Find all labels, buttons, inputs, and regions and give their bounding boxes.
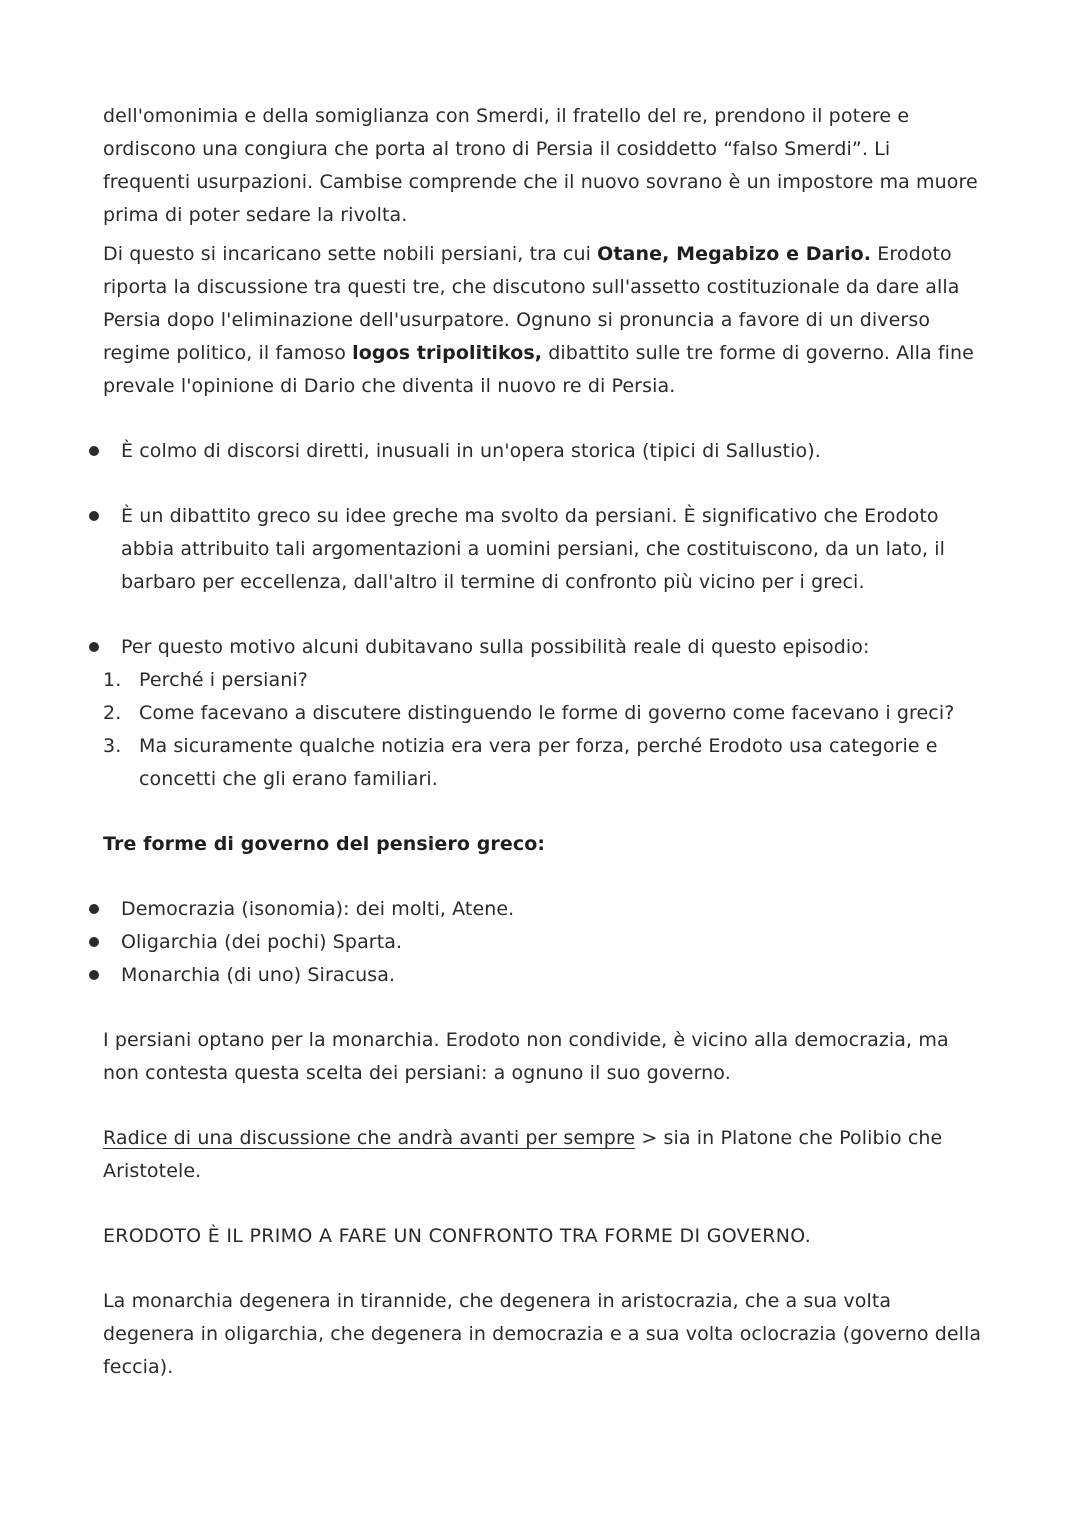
intro-paragraph-2-end: dibattito sulle tre forme di governo. Alla fine prevale l'opinione di Dario che diventa il nuovo re di Persia.	[103, 342, 974, 397]
caps-statement: ERODOTO È IL PRIMO A FARE UN CONFRONTO TRA FORME DI GOVERNO.	[103, 1225, 812, 1247]
item-text: Perché i persiani?	[139, 669, 308, 691]
item-text: Come facevano a discutere distinguendo le forme di governo come facevano i greci?	[139, 702, 955, 724]
intro-paragraph-2-middle: Erodoto riporta la discussione tra questi tre, che discutono sull'assetto costituzionale da dare alla Persia dopo l'eliminazione dell'usurpatore. Ognuno si pronuncia a favore di un diverso regime politico, il famoso	[103, 243, 960, 364]
bullet-text: È colmo di discorsi diretti, inusuali in un'opera storica (tipici di Sallustio).	[121, 440, 821, 462]
item-number: 1.	[103, 669, 122, 691]
item-number: 3.	[103, 735, 122, 757]
radice-rest: > sia in Platone che Polibio che Aristotele.	[103, 1127, 943, 1182]
item-number: 2.	[103, 702, 122, 724]
government-form-item	[103, 893, 983, 926]
intro-paragraph-2-start: Di questo si incaricano sette nobili persiani, tra cui	[103, 243, 598, 265]
numbered-item	[103, 664, 983, 697]
underlined-phrase: Radice di una discussione che andrà avanti per sempre	[103, 1127, 636, 1149]
section-heading: Tre forme di governo del pensiero greco:	[103, 833, 546, 855]
logos-tripolitikos: logos tripolitikos,	[352, 342, 543, 364]
bullet-text: È un dibattito greco su idee greche ma svolto da persiani. È significativo che Erodoto abbia attribuito tali argomentazioni a uomini persiani, che costituiscono, da un lato, il barbaro per eccellenza, dall'altro il termine di confronto più vicino per i greci.	[121, 505, 945, 593]
numbered-list	[103, 664, 983, 796]
government-form-item	[103, 959, 983, 992]
intro-paragraph-1: dell'omonimia e della somiglianza con Smerdi, il fratello del re, prendono il potere e ordiscono una congiura che porta al trono di Persia il cosiddetto “falso Smerdi”. Li frequenti usurpazioni. Cambise comprende che il nuovo sovrano è un impostore ma muore prima di poter sedare la rivolta.	[103, 105, 978, 226]
bullet-item	[103, 631, 983, 664]
bullet-item	[103, 435, 983, 468]
numbered-item	[103, 697, 983, 730]
intro-paragraph-2	[103, 238, 983, 403]
bullet-item	[103, 500, 983, 599]
radice-paragraph	[103, 1122, 983, 1188]
government-form-text: Oligarchia (dei pochi) Sparta.	[121, 931, 403, 953]
document-page	[103, 100, 983, 1384]
item-text: Ma sicuramente qualche notizia era vera per forza, perché Erodoto usa categorie e concetti che gli erano familiari.	[139, 735, 938, 790]
government-form-text: Democrazia (isonomia): dei molti, Atene.	[121, 898, 515, 920]
monarchia-paragraph: I persiani optano per la monarchia. Erodoto non condivide, è vicino alla democrazia, ma non contesta questa scelta dei persiani: a ognuno il suo governo.	[103, 1029, 949, 1084]
degenera-paragraph: La monarchia degenera in tirannide, che degenera in aristocrazia, che a sua volta degenera in oligarchia, che degenera in democrazia e a sua volta oclocrazia (governo della feccia).	[103, 1290, 982, 1378]
nobles-names: Otane, Megabizo e Dario.	[597, 243, 872, 265]
bullet-text: Per questo motivo alcuni dubitavano sulla possibilità reale di questo episodio:	[121, 636, 870, 658]
government-form-item	[103, 926, 983, 959]
numbered-item	[103, 730, 983, 796]
government-form-text: Monarchia (di uno) Siracusa.	[121, 964, 396, 986]
